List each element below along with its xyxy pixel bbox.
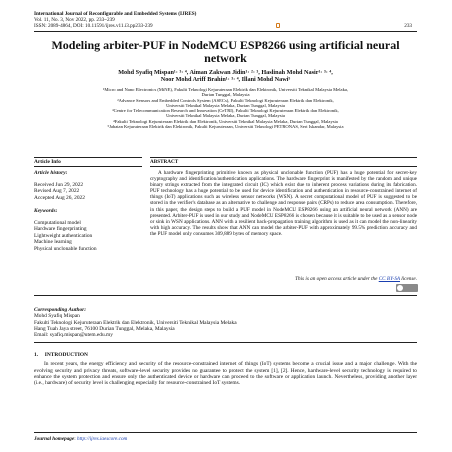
keyword-item: Computational model <box>34 219 81 226</box>
affiliation-line: ³Centre for Telecommunication Research and Innovation (CeTRI), Fakulti Teknologi Kejuruteraan Elektrik dan Elektronik, <box>112 108 339 114</box>
affiliations <box>34 87 417 129</box>
history-received: Received Jun 29, 2022 <box>34 181 84 188</box>
keyword-item: Hardware fingerprinting <box>34 226 87 233</box>
journal-issn-doi[interactable]: ISSN: 2089-4864, DOI: 10.11591/ijres.v11.i3.pp233-239 <box>34 23 153 29</box>
journal-name: International Journal of Reconfigurable and Embedded Systems (IJRES) <box>34 11 197 17</box>
journal-homepage <box>34 436 127 442</box>
cc-by-sa-badge-icon[interactable] <box>396 284 418 292</box>
affiliation-line: Durian Tunggal, Malaysia <box>201 92 250 98</box>
corresponding-author <box>34 307 417 338</box>
journal-volume: Vol. 11, No. 3, Nov 2022, pp. 233~239 <box>34 17 115 23</box>
open-access-statement <box>150 276 417 282</box>
corresponding-line: Mohd Syafiq Mispan <box>34 313 80 320</box>
license-prefix: This is an open access article under the <box>295 276 379 282</box>
page-number: 233 <box>404 23 412 29</box>
footer-rule <box>34 432 417 433</box>
abstract-text: A hardware fingerprinting primitive known as physical unclonable function (PUF) has a huge potential for secret-key cryptography and identification/authentication applications. The hardware fingerprint is manifested by the random and unique binary strings extracted from the integrated circuit (IC) which exist due to inherent process variations during its fabrication. PUF technology has a huge potential to be used for device identification and authentication in resource-constrained internet of things (IoT) applications such as wireless sensor networks (WSN). A secret computational model of PUF is suggested to be stored in the verifier's database as an alternative to challenge and response pairs (CRPs) to reduce area consumption. Therefore, in this paper, the design steps to build a PUF model in NodeMCU ESP8266 using an artificial neural network (ANN) are presented. Arbiter-PUF is used in our study and NodeMCU ESP8266 is chosen because it is suitable to be used as a sensor node or sink in WSN applications. ANN with a resilient back-propagation training algorithm is used as it can model the non-linearity with high accuracy. The results show that ANN can model the arbiter-PUF with approximately 99.5% prediction accuracy and the PUF model only consumes 309,889 bytes of memory space. <box>150 170 417 237</box>
open-access-lock-icon <box>276 23 280 28</box>
corresponding-heading: Corresponding Author: <box>34 307 87 313</box>
cc-by-sa-link[interactable]: CC BY-SA <box>378 276 400 282</box>
affiliation-line: ²Advance Sensors and Embedded Controls System (ASECs), Fakulti Teknologi Kejuruteraan Elektrik dan Elektronik, <box>117 97 334 103</box>
affiliation-line: Universiti Teknikal Malaysia Melaka, Durian Tunggal, Malaysia <box>166 113 285 119</box>
homepage-separator: : <box>74 436 77 442</box>
paper-title: Modeling arbiter-PUF in NodeMCU ESP8266 using artificial neural network <box>51 38 400 65</box>
article-history-heading: Article history: <box>34 170 68 176</box>
abstract-head-rule <box>150 166 417 167</box>
history-revised: Revised Aug 7, 2022 <box>34 188 80 195</box>
abstract-body <box>150 170 417 237</box>
corresponding-line: Fakulti Teknologi Kejuruteraan Elektrik dan Elektronik, Universiti Teknikal Malaysia Melaka <box>34 319 237 326</box>
homepage-label: Journal homepage <box>34 436 75 442</box>
affiliation-line: Universiti Teknikal Malaysia Melaka, Durian Tunggal, Malaysia <box>166 102 285 108</box>
abstract-heading: ABSTRACT <box>150 159 179 165</box>
affiliation-line: ⁴Fakulti Teknologi Kejuruteraan Elektrik dan Elektronik, Universiti Teknikal Malaysia Melaka, Durian Tunggal, Malaysia <box>113 118 338 124</box>
keywords <box>34 208 142 253</box>
article-info-top-rule <box>34 157 142 158</box>
article-info-head-rule <box>34 166 142 167</box>
homepage-link[interactable]: http://ijres.iaescore.com <box>76 436 128 442</box>
corresponding-bottom-rule <box>34 342 417 343</box>
authors-line-2: Noor Mohd Ariff Brahin¹· ³· ⁴, Illani Mohd Nawi⁵ <box>160 76 291 84</box>
history-accepted: Accepted Aug 26, 2022 <box>34 194 85 201</box>
introduction-text: In recent years, the energy efficiency and security of the resource-constrained internet of things (IoT) systems become a crucial issue and a major challenge. With the evolving security and privacy threats, software-level security provides no guarantee to protect the system [1], [2]. Hence, hardware-level security technology is required to enhance the system protection and ensure only the authenticated device or hardware can proceed to the software or application launch. Nevertheless, providing another layer (i.e., hardware) of security level is challenging especially for resource-constrained IoT systems. <box>34 361 417 387</box>
keyword-item: Lightweight authentication <box>34 232 93 239</box>
abstract-top-rule <box>150 157 417 158</box>
introduction-heading: 1. INTRODUCTION <box>34 352 88 358</box>
article-history <box>34 170 142 201</box>
affiliation-line: ⁵Jabatan Kejuruteraan Elektrik dan Elektronik, Fakulti Kejuruteraan, Universiti Teknologi PETRONAS, Seri Iskandar, Malaysia <box>107 124 344 130</box>
header-rule <box>34 31 417 32</box>
article-info-heading: Article Info <box>34 159 61 165</box>
corresponding-email[interactable]: Email: syafiq.mispan@utem.edu.my <box>34 332 113 339</box>
keyword-item: Physical unclonable function <box>34 245 97 252</box>
abstract-bottom-rule <box>34 295 417 296</box>
corresponding-line: Hang Tuah Jaya street, 76100 Durian Tunggal, Melaka, Malaysia <box>34 325 175 332</box>
introduction <box>34 352 417 386</box>
license-suffix: license. <box>400 276 417 282</box>
keywords-heading: Keywords: <box>34 208 58 214</box>
authors-line-1: Mohd Syafiq Mispan¹· ³· ⁴, Aiman Zakwan Jidin¹· ²· ³, Haslinah Mohd Nasir¹· ³· ⁴, <box>118 69 333 76</box>
authors <box>34 69 417 83</box>
keyword-item: Machine learning <box>34 239 72 246</box>
affiliation-line: ¹Micro and Nano Electronics (MiNE), Fakulti Teknologi Kejuruteraan Elektrik dan Elektronik, Universiti Teknikal Malaysia Melaka, <box>102 87 349 92</box>
